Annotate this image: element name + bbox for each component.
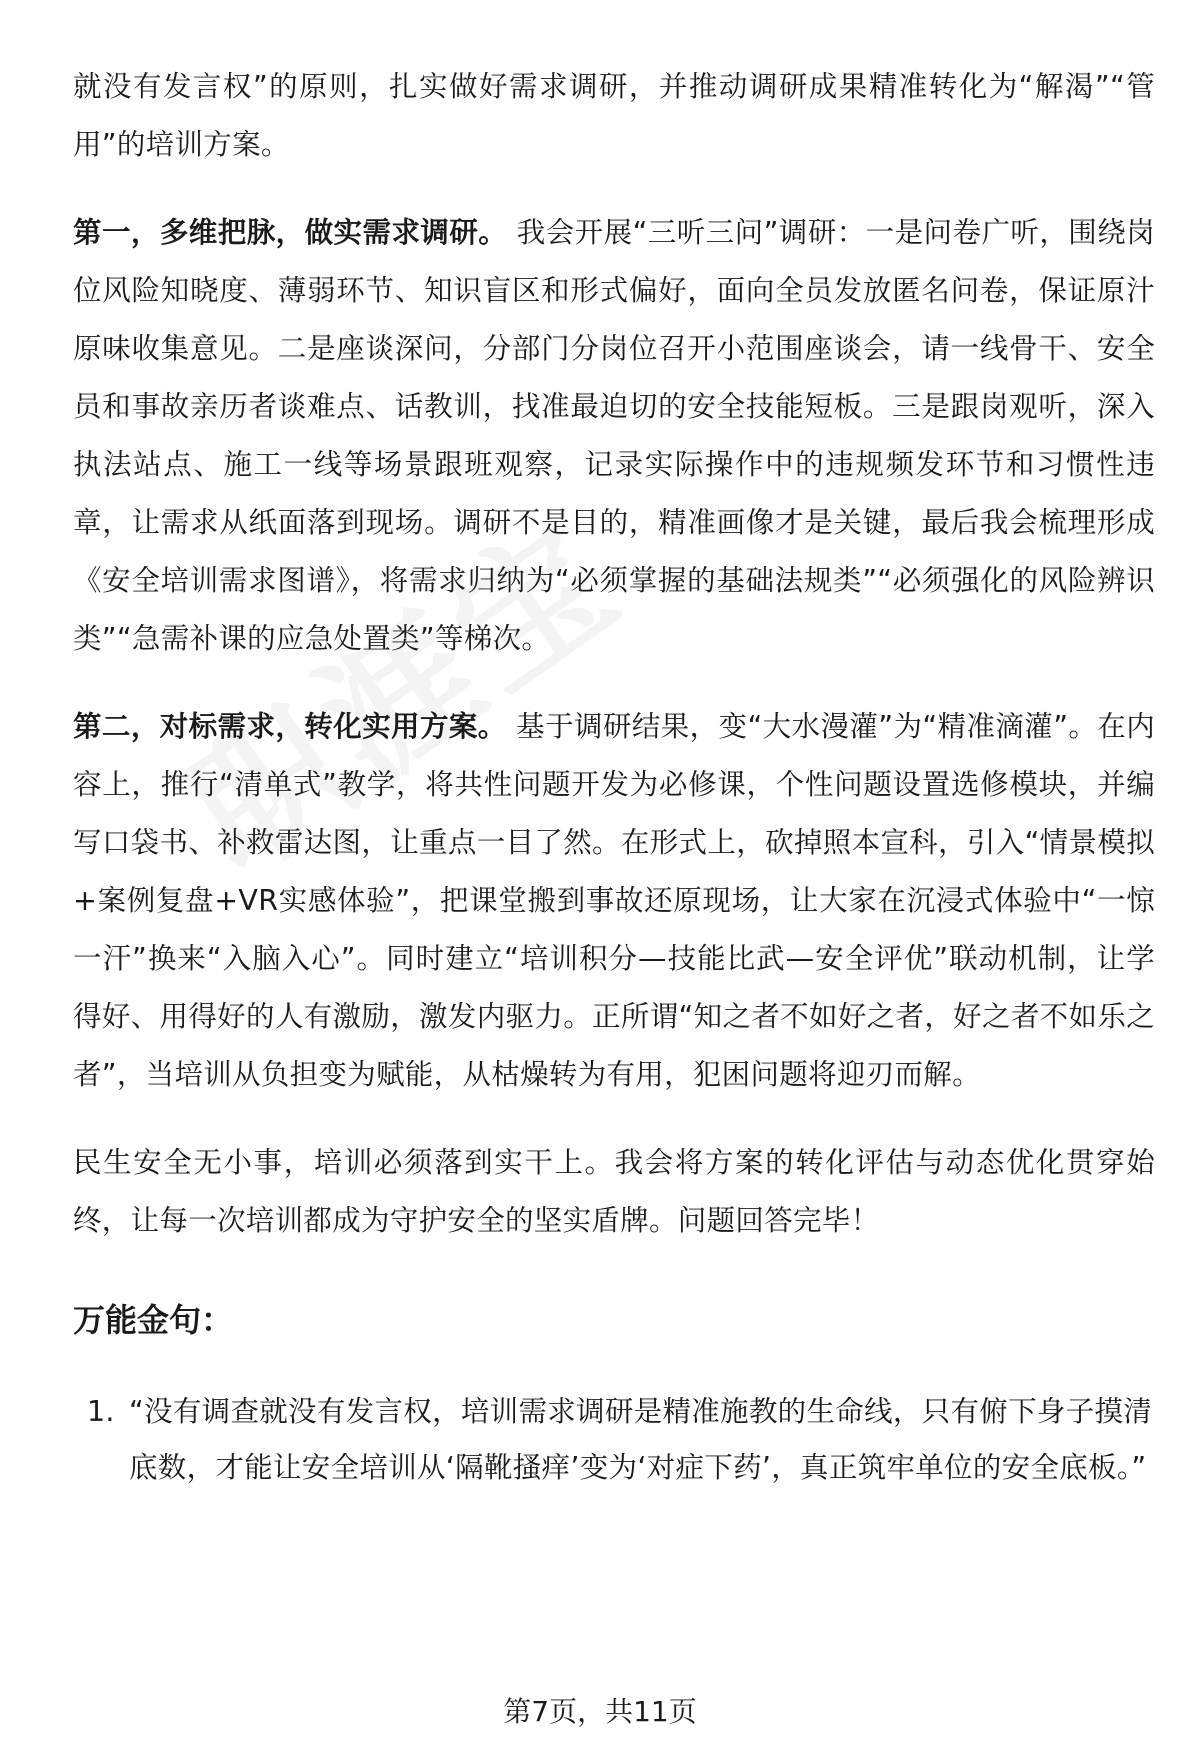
section-title-golden-quotes: 万能金句： bbox=[73, 1301, 234, 1339]
second-point-heading: 第二，对标需求，转化实用方案。 bbox=[73, 710, 507, 743]
list-item bbox=[73, 1384, 1155, 1496]
paragraph-second-point bbox=[73, 698, 1155, 1104]
list-item-text: “没有调查就没有发言权，培训需求调研是精准施教的生命线，只有俯下身子摸清底数，才能让安全培训从‘隔靴搔痒’变为‘对症下药’，真正筑牢单位的安全底板。” bbox=[129, 1395, 1153, 1484]
first-point-heading: 第一，多维把脉，做实需求调研。 bbox=[73, 216, 508, 249]
quote-list bbox=[73, 1384, 1155, 1496]
page-number-footer: 第7页，共11页 bbox=[503, 1695, 697, 1728]
first-point-body: 我会开展“三听三问”调研：一是问卷广听，围绕岗位风险知晓度、薄弱环节、知识盲区和形式偏好，面向全员发放匿名问卷，保证原汁原味收集意见。二是座谈深问，分部门分岗位召开小范围座谈会，请一线骨干、安全员和事故亲历者谈难点、话教训，找准最迫切的安全技能短板。三是跟岗观听，深入执法站点、施工一线等场景跟班观察，记录实际操作中的违规频发环节和习惯性违章，让需求从纸面落到现场。调研不是目的，精准画像才是关键，最后我会梳理形成《安全培训需求图谱》，将需求归纳为“必须掌握的基础法规类”“必须强化的风险辨识类”“急需补课的应急处置类”等梯次。 bbox=[73, 216, 1155, 655]
list-item-number: 1. bbox=[87, 1395, 115, 1428]
document-body bbox=[73, 58, 1155, 1496]
paragraph-first-point bbox=[73, 204, 1155, 668]
paragraph-intro-continued: 就没有发言权”的原则，扎实做好需求调研，并推动调研成果精准转化为“解渴”“管用”的培训方案。 bbox=[73, 70, 1155, 161]
paragraph-conclusion: 民生安全无小事，培训必须落到实干上。我会将方案的转化评估与动态优化贯穿始终，让每一次培训都成为守护安全的坚实盾牌。问题回答完毕！ bbox=[73, 1146, 1155, 1237]
second-point-body: 基于调研结果，变“大水漫灌”为“精准滴灌”。在内容上，推行“清单式”教学，将共性问题开发为必修课，个性问题设置选修模块，并编写口袋书、补救雷达图，让重点一目了然。在形式上，砍掉照本宣科，引入“情景模拟+案例复盘+VR实感体验”，把课堂搬到事故还原现场，让大家在沉浸式体验中“一惊一汗”换来“入脑入心”。同时建立“培训积分—技能比武—安全评优”联动机制，让学得好、用得好的人有激励，激发内驱力。正所谓“知之者不如好之者，好之者不如乐之者”，当培训从负担变为赋能，从枯燥转为有用，犯困问题将迎刃而解。 bbox=[73, 710, 1156, 1091]
